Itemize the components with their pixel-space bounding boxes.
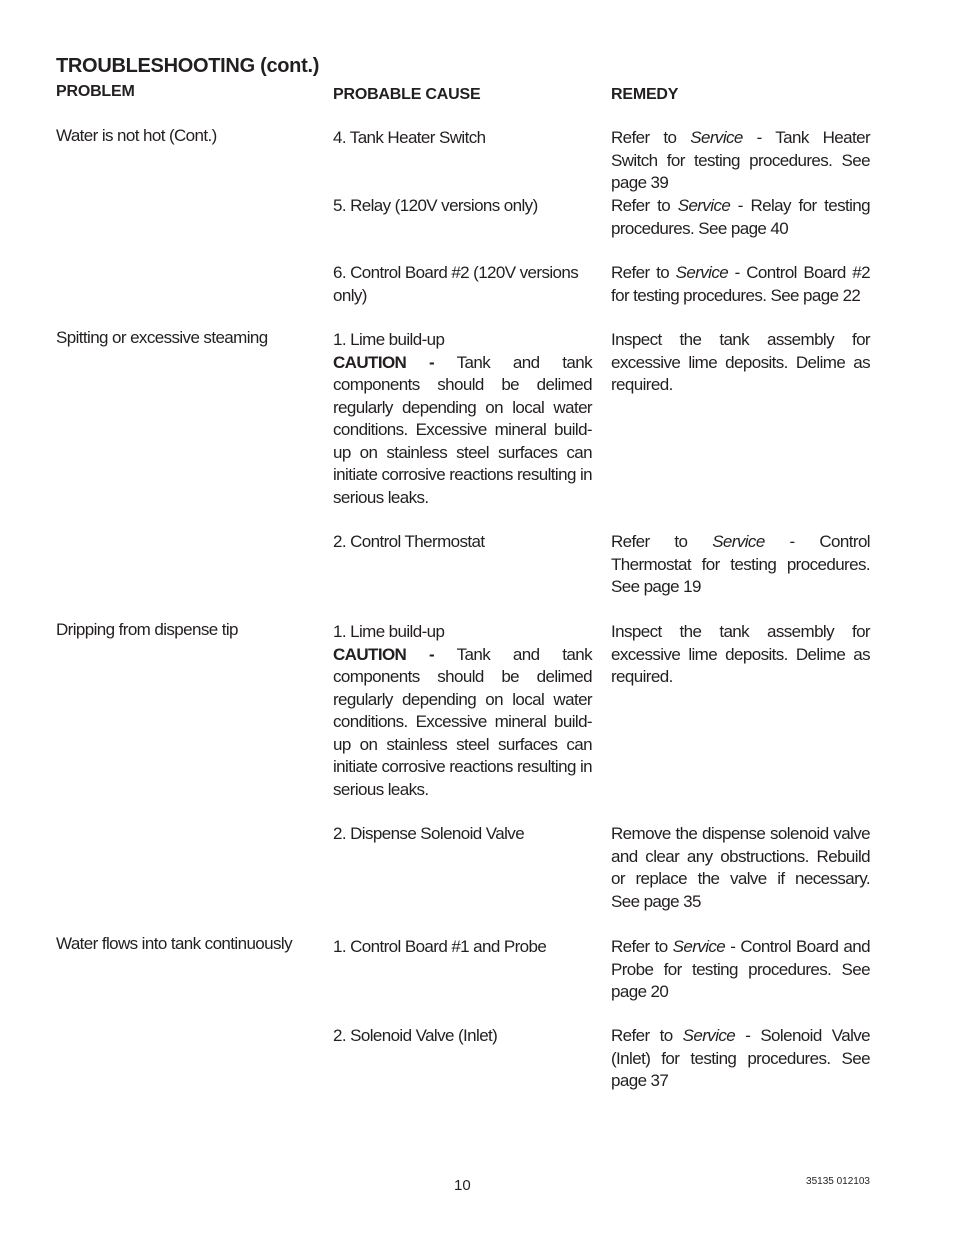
remedy-cell	[611, 195, 870, 240]
cause-cell	[333, 621, 592, 801]
cause-cell	[333, 329, 592, 509]
remedy-text: - Control Board #2 for testing procedures. See page 22	[611, 263, 870, 305]
remedy-text: - Solenoid Valve (Inlet) for testing procedures. See page 37	[611, 1026, 871, 1090]
remedy-cell	[611, 531, 870, 599]
cause-title: 1. Lime build-up	[333, 330, 445, 349]
remedy-cell	[611, 621, 870, 689]
cause-cell: 2. Solenoid Valve (Inlet)	[333, 1026, 498, 1045]
remedy-text: Refer to	[611, 263, 676, 282]
remedy-cell	[611, 823, 870, 913]
cause-cell: 5. Relay (120V versions only)	[333, 196, 538, 215]
caution-text: Tank and tank components should be delimed regularly depending on local water conditions. Excessive mineral build-up on stainless steel surfaces can initiate corrosive reactions resulting in serious leaks.	[333, 352, 592, 507]
cause-title: 1. Lime build-up	[333, 622, 445, 641]
problem-cell: Water is not hot (Cont.)	[56, 126, 217, 145]
caution-text: Tank and tank components should be delimed regularly depending on local water conditions. Excessive mineral build-up on stainless steel surfaces can initiate corrosive reactions resulting in serious leaks.	[333, 644, 592, 799]
caution-label: CAUTION -	[333, 352, 435, 372]
remedy-text: - Relay for testing procedures. See page 40	[611, 196, 870, 238]
service-reference: Service	[677, 196, 731, 215]
problem-cell: Spitting or excessive steaming	[56, 328, 268, 347]
remedy-cell	[611, 1025, 870, 1093]
remedy-text: - Control Thermostat for testing procedures. See page 19	[611, 532, 870, 596]
service-reference: Service	[690, 128, 743, 147]
header-remedy: REMEDY	[611, 86, 679, 103]
header-problem: PROBLEM	[56, 83, 135, 100]
service-reference: Service	[712, 532, 765, 551]
remedy-text: - Control Board and Probe for testing procedures. See page 20	[611, 937, 870, 1001]
remedy-text: Inspect the tank assembly for excessive lime deposits. Delime as required.	[611, 330, 870, 394]
remedy-cell	[611, 936, 870, 1004]
cause-cell: 2. Control Thermostat	[333, 532, 485, 551]
remedy-cell	[611, 329, 870, 397]
problem-cell: Dripping from dispense tip	[56, 620, 238, 639]
service-reference: Service	[675, 263, 729, 282]
remedy-text: Remove the dispense solenoid valve and clear any obstructions. Rebuild or replace the valve if necessary. See page 35	[611, 824, 870, 911]
cause-cell: 2. Dispense Solenoid Valve	[333, 824, 525, 843]
service-reference: Service	[682, 1026, 736, 1045]
remedy-text: Refer to	[611, 937, 673, 956]
remedy-text: Refer to	[611, 532, 713, 551]
cause-cell: 4. Tank Heater Switch	[333, 128, 486, 147]
service-reference: Service	[672, 937, 726, 956]
remedy-text: Refer to	[611, 128, 691, 147]
page-title: TROUBLESHOOTING (cont.)	[56, 55, 320, 77]
remedy-text: Inspect the tank assembly for excessive lime deposits. Delime as required.	[611, 622, 870, 686]
remedy-cell	[611, 262, 870, 307]
document-code: 35135 012103	[806, 1176, 870, 1187]
cause-cell: 6. Control Board #2 (120V versions only)	[333, 263, 579, 305]
remedy-text: - Tank Heater Switch for testing procedures. See page 39	[611, 128, 871, 192]
page-number: 10	[454, 1177, 471, 1194]
caution-label: CAUTION -	[333, 644, 435, 664]
problem-cell: Water flows into tank continuously	[56, 934, 292, 953]
remedy-text: Refer to	[611, 1026, 683, 1045]
remedy-cell	[611, 127, 870, 195]
remedy-text: Refer to	[611, 196, 678, 215]
header-probable-cause: PROBABLE CAUSE	[333, 86, 481, 103]
cause-cell: 1. Control Board #1 and Probe	[333, 937, 547, 956]
